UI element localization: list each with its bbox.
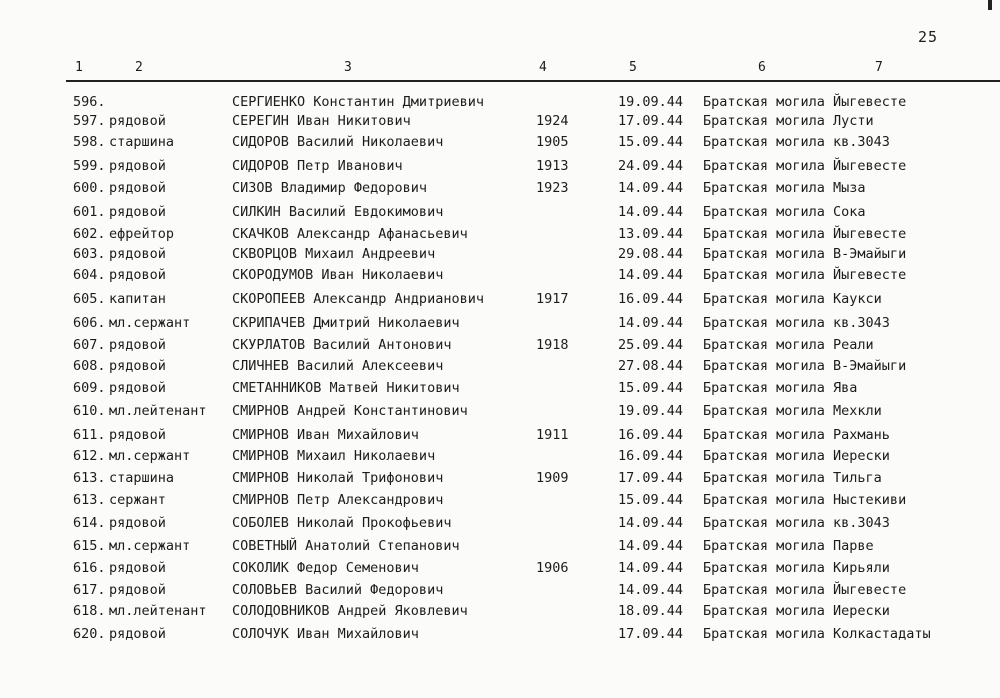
record-number: 615.	[73, 538, 106, 554]
record-row	[0, 580, 1000, 600]
record-number: 605.	[73, 291, 106, 307]
record-burial-place: Братская могила Лусти	[703, 113, 874, 129]
record-burial-place: Братская могила кв.3043	[703, 134, 890, 150]
record-death-date: 24.09.44	[618, 158, 684, 174]
record-death-date: 25.09.44	[618, 337, 684, 353]
record-rank: рядовой	[109, 204, 166, 220]
record-row	[0, 111, 1000, 131]
record-death-date: 29.08.44	[618, 246, 684, 262]
column-header-2: 2	[135, 60, 143, 75]
record-rank: рядовой	[109, 427, 166, 443]
record-row	[0, 446, 1000, 466]
record-death-date: 19.09.44	[618, 94, 684, 110]
record-death-date: 13.09.44	[618, 226, 684, 242]
record-name: СМЕТАННИКОВ Матвей Никитович	[232, 380, 460, 396]
record-burial-place: Братская могила Сока	[703, 204, 866, 220]
record-name: СОКОЛИК Федор Семенович	[232, 560, 419, 576]
record-rank: старшина	[109, 470, 175, 486]
record-rank: мл.лейтенант	[109, 603, 207, 619]
record-burial-place: Братская могила Ява	[703, 380, 858, 396]
record-death-date: 17.09.44	[618, 626, 684, 642]
record-row	[0, 468, 1000, 488]
record-rank: рядовой	[109, 180, 166, 196]
record-number: 613.	[73, 492, 106, 508]
record-birth-year: 1913	[536, 158, 569, 174]
record-burial-place: Братская могила Рахмань	[703, 427, 890, 443]
record-rank: рядовой	[109, 560, 166, 576]
record-name: СОЛОЧУК Иван Михайлович	[232, 626, 419, 642]
record-row	[0, 224, 1000, 244]
record-death-date: 14.09.44	[618, 538, 684, 554]
record-rank: рядовой	[109, 582, 166, 598]
page-number: 25	[918, 28, 939, 46]
record-rank: мл.сержант	[109, 538, 191, 554]
record-rank: рядовой	[109, 246, 166, 262]
record-burial-place: Братская могила Тильга	[703, 470, 882, 486]
record-rank: рядовой	[109, 515, 166, 531]
record-name: СИДОРОВ Василий Николаевич	[232, 134, 444, 150]
record-burial-place: Братская могила Йыгевесте	[703, 582, 907, 598]
record-rank: мл.лейтенант	[109, 403, 207, 419]
record-number: 611.	[73, 427, 106, 443]
record-number: 597.	[73, 113, 106, 129]
record-birth-year: 1918	[536, 337, 569, 353]
record-burial-place: Братская могила Йыгевесте	[703, 158, 907, 174]
record-number: 598.	[73, 134, 106, 150]
record-rank: капитан	[109, 291, 166, 307]
record-row	[0, 244, 1000, 264]
record-rank: мл.сержант	[109, 315, 191, 331]
record-number: 616.	[73, 560, 106, 576]
record-rank: мл.сержант	[109, 448, 191, 464]
column-header-1: 1	[75, 60, 83, 75]
record-number: 610.	[73, 403, 106, 419]
record-name: СЕРГИЕНКО Константин Дмитриевич	[232, 94, 484, 110]
record-burial-place: Братская могила Реали	[703, 337, 874, 353]
record-number: 608.	[73, 358, 106, 374]
record-death-date: 15.09.44	[618, 492, 684, 508]
record-rank: рядовой	[109, 626, 166, 642]
record-birth-year: 1911	[536, 427, 569, 443]
record-row	[0, 601, 1000, 621]
column-header-4: 4	[539, 60, 547, 75]
record-name: СЛИЧНЕВ Василий Алексеевич	[232, 358, 444, 374]
record-rank: рядовой	[109, 158, 166, 174]
record-death-date: 15.09.44	[618, 134, 684, 150]
record-burial-place: Братская могила Йыгевесте	[703, 267, 907, 283]
record-rank: рядовой	[109, 358, 166, 374]
record-death-date: 16.09.44	[618, 427, 684, 443]
record-row	[0, 178, 1000, 198]
record-name: СМИРНОВ Николай Трифонович	[232, 470, 444, 486]
record-number: 596.	[73, 94, 106, 110]
record-rank: рядовой	[109, 267, 166, 283]
record-death-date: 19.09.44	[618, 403, 684, 419]
record-name: СКУРЛАТОВ Василий Антонович	[232, 337, 452, 353]
record-number: 606.	[73, 315, 106, 331]
record-name: СКАЧКОВ Александр Афанасьевич	[232, 226, 468, 242]
record-burial-place: Братская могила Мехкли	[703, 403, 882, 419]
record-death-date: 14.09.44	[618, 204, 684, 220]
record-burial-place: Братская могила В-Эмайыги	[703, 246, 907, 262]
record-burial-place: Братская могила Йыгевесте	[703, 226, 907, 242]
record-burial-place: Братская могила Кирьяли	[703, 560, 890, 576]
record-death-date: 14.09.44	[618, 180, 684, 196]
record-number: 603.	[73, 246, 106, 262]
record-name: СКРИПАЧЕВ Дмитрий Николаевич	[232, 315, 460, 331]
record-birth-year: 1923	[536, 180, 569, 196]
record-death-date: 16.09.44	[618, 291, 684, 307]
record-death-date: 15.09.44	[618, 380, 684, 396]
record-death-date: 14.09.44	[618, 267, 684, 283]
record-death-date: 16.09.44	[618, 448, 684, 464]
record-birth-year: 1906	[536, 560, 569, 576]
record-row	[0, 202, 1000, 222]
record-row	[0, 289, 1000, 309]
record-name: СОБОЛЕВ Николай Прокофьевич	[232, 515, 452, 531]
record-burial-place: Братская могила Каукси	[703, 291, 882, 307]
record-number: 601.	[73, 204, 106, 220]
record-burial-place: Братская могила Парве	[703, 538, 874, 554]
record-number: 599.	[73, 158, 106, 174]
record-number: 607.	[73, 337, 106, 353]
record-death-date: 14.09.44	[618, 515, 684, 531]
record-row	[0, 513, 1000, 533]
record-row	[0, 132, 1000, 152]
record-rank: ефрейтор	[109, 226, 175, 242]
record-row	[0, 624, 1000, 644]
record-name: СМИРНОВ Петр Александрович	[232, 492, 444, 508]
column-header-5: 5	[629, 60, 637, 75]
record-burial-place: Братская могила Иерески	[703, 448, 890, 464]
record-row	[0, 335, 1000, 355]
record-death-date: 14.09.44	[618, 582, 684, 598]
record-number: 618.	[73, 603, 106, 619]
record-name: СИДОРОВ Петр Иванович	[232, 158, 403, 174]
record-burial-place: Братская могила В-Эмайыги	[703, 358, 907, 374]
record-row	[0, 378, 1000, 398]
record-birth-year: 1924	[536, 113, 569, 129]
record-row	[0, 92, 1000, 112]
record-rank: рядовой	[109, 380, 166, 396]
record-number: 617.	[73, 582, 106, 598]
record-death-date: 27.08.44	[618, 358, 684, 374]
record-name: СМИРНОВ Михаил Николаевич	[232, 448, 436, 464]
record-number: 604.	[73, 267, 106, 283]
record-row	[0, 356, 1000, 376]
record-name: СЕРЕГИН Иван Никитович	[232, 113, 411, 129]
record-death-date: 17.09.44	[618, 470, 684, 486]
record-number: 612.	[73, 448, 106, 464]
record-name: СМИРНОВ Иван Михайлович	[232, 427, 419, 443]
record-row	[0, 313, 1000, 333]
record-name: СКВОРЦОВ Михаил Андреевич	[232, 246, 436, 262]
column-header-7: 7	[875, 60, 883, 75]
record-death-date: 14.09.44	[618, 560, 684, 576]
record-burial-place: Братская могила Ныстекиви	[703, 492, 907, 508]
record-birth-year: 1917	[536, 291, 569, 307]
record-death-date: 18.09.44	[618, 603, 684, 619]
record-rank: старшина	[109, 134, 175, 150]
record-name: СОВЕТНЫЙ Анатолий Степанович	[232, 538, 460, 554]
record-death-date: 14.09.44	[618, 315, 684, 331]
record-burial-place: Братская могила Мыза	[703, 180, 866, 196]
record-burial-place: Братская могила Колкастадаты	[703, 626, 931, 642]
record-death-date: 17.09.44	[618, 113, 684, 129]
record-burial-place: Братская могила Иерески	[703, 603, 890, 619]
record-burial-place: Братская могила кв.3043	[703, 515, 890, 531]
record-rank: сержант	[109, 492, 166, 508]
record-row	[0, 156, 1000, 176]
record-row	[0, 401, 1000, 421]
record-number: 614.	[73, 515, 106, 531]
record-row	[0, 490, 1000, 510]
record-number: 620.	[73, 626, 106, 642]
record-name: СКОРОДУМОВ Иван Николаевич	[232, 267, 444, 283]
record-row	[0, 536, 1000, 556]
record-burial-place: Братская могила кв.3043	[703, 315, 890, 331]
record-row	[0, 558, 1000, 578]
record-row	[0, 265, 1000, 285]
column-header-3: 3	[344, 60, 352, 75]
record-name: СОЛОДОВНИКОВ Андрей Яковлевич	[232, 603, 468, 619]
record-name: СИЛКИН Василий Евдокимович	[232, 204, 444, 220]
record-name: СМИРНОВ Андрей Константинович	[232, 403, 468, 419]
record-rank: рядовой	[109, 113, 166, 129]
record-name: СОЛОВЬЕВ Василий Федорович	[232, 582, 444, 598]
record-number: 613.	[73, 470, 106, 486]
record-birth-year: 1909	[536, 470, 569, 486]
column-header-6: 6	[758, 60, 766, 75]
record-burial-place: Братская могила Йыгевесте	[703, 94, 907, 110]
record-name: СКОРОПЕЕВ Александр Андрианович	[232, 291, 484, 307]
record-birth-year: 1905	[536, 134, 569, 150]
record-row	[0, 425, 1000, 445]
record-rank: рядовой	[109, 337, 166, 353]
record-name: СИЗОВ Владимир Федорович	[232, 180, 428, 196]
record-number: 602.	[73, 226, 106, 242]
record-number: 600.	[73, 180, 106, 196]
record-number: 609.	[73, 380, 106, 396]
